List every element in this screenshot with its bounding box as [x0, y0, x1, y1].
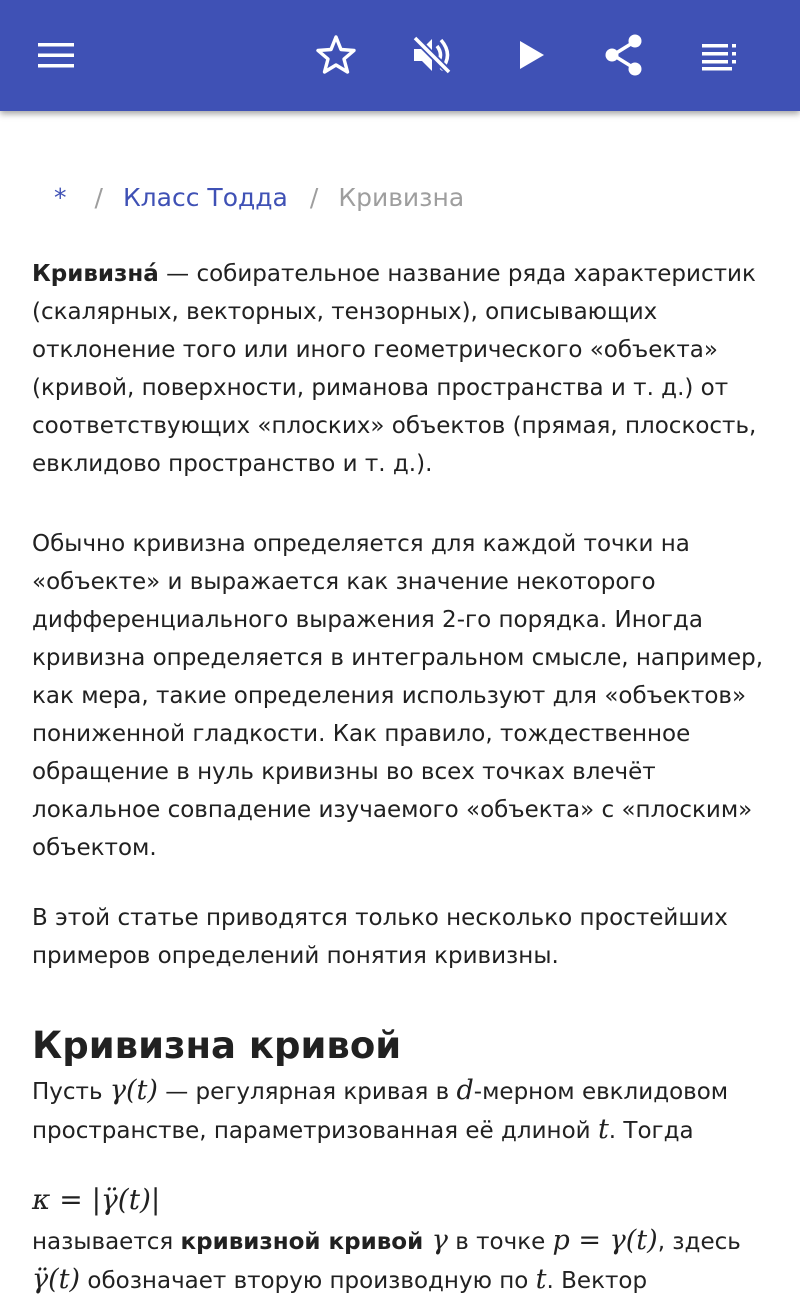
app-toolbar [0, 0, 800, 111]
math-gamma: γ [423, 1225, 448, 1256]
contents-button[interactable] [696, 31, 744, 79]
mute-button[interactable] [408, 31, 456, 79]
paragraph-curve-intro [32, 1072, 772, 1150]
intro-paragraph [32, 255, 772, 483]
play-button[interactable] [506, 31, 554, 79]
paragraph-definition: Обычно кривизна определяется для каждой точки на «объекте» и выражается как значение некоторого дифференциального выражения 2-го порядка. Иногда кривизна определяется в интегральном смысле, например, как мера, такие определения используют для «объектов» пониженной гладкости. Как правило, тождественное обращение в нуль кривизны во всех точках влечёт локальное совпадение изучаемого «объекта» с «плоским» объектом. [32, 531, 764, 861]
text-span: в точке [447, 1229, 553, 1255]
volume-off-icon [408, 31, 456, 79]
term-curve-curvature: кривизной кривой [180, 1229, 424, 1255]
math-t: t [597, 1114, 609, 1145]
breadcrumb-link-todd-class[interactable]: Класс Тодда [122, 183, 288, 212]
math-gamma-t: γ(t) [109, 1075, 158, 1106]
text-span: обозначает вторую производную по [80, 1268, 536, 1294]
text-span: называется [32, 1229, 181, 1255]
menu-button[interactable] [32, 31, 80, 79]
share-icon [600, 31, 648, 79]
breadcrumb [52, 178, 464, 218]
text-span: . Тогда [608, 1118, 694, 1144]
menu-icon [32, 31, 80, 79]
playlist-icon [696, 31, 744, 79]
breadcrumb-current: Кривизна [338, 183, 465, 212]
math-point: p = γ(t) [552, 1225, 658, 1256]
breadcrumb-separator: / [94, 183, 103, 212]
formula-curvature: κ = |γ̈(t)| [32, 1183, 161, 1216]
text-span: , здесь [657, 1229, 741, 1255]
math-t: t [535, 1264, 547, 1295]
text-span: . Вектор [546, 1268, 648, 1294]
play-icon [506, 31, 554, 79]
paragraph-curvature-definition [32, 1222, 772, 1300]
intro-text: — собирательное название ряда характеристик (скалярных, векторных, тензорных), описывающих отклонение того или иного геометрического «объекта» (кривой, поверхности, риманова пространства и т. д.) от соответствующих «плоских» объектов (прямая, плоскость, евклидово пространство и т. д.). [32, 261, 757, 477]
share-button[interactable] [600, 31, 648, 79]
math-gamma-ddot: γ̈(t) [32, 1264, 81, 1295]
paragraph-scope: В этой статье приводятся только несколько простейших примеров определений понятия кривизны. [32, 905, 728, 969]
star-icon [312, 31, 360, 79]
math-d: d [456, 1075, 474, 1106]
breadcrumb-separator: / [309, 183, 319, 212]
text-span: — регулярная кривая в [157, 1079, 457, 1105]
article-term: Кривизна́ [32, 261, 159, 287]
section-heading-curve-curvature: Кривизна кривой [32, 1024, 402, 1067]
text-span: -мерном евклидовом пространстве, параметризованная её длиной [32, 1079, 729, 1144]
favorite-button[interactable] [312, 31, 360, 79]
article-body [32, 255, 772, 1300]
breadcrumb-home-link[interactable]: * [54, 183, 67, 212]
text-span: Пусть [32, 1079, 110, 1105]
